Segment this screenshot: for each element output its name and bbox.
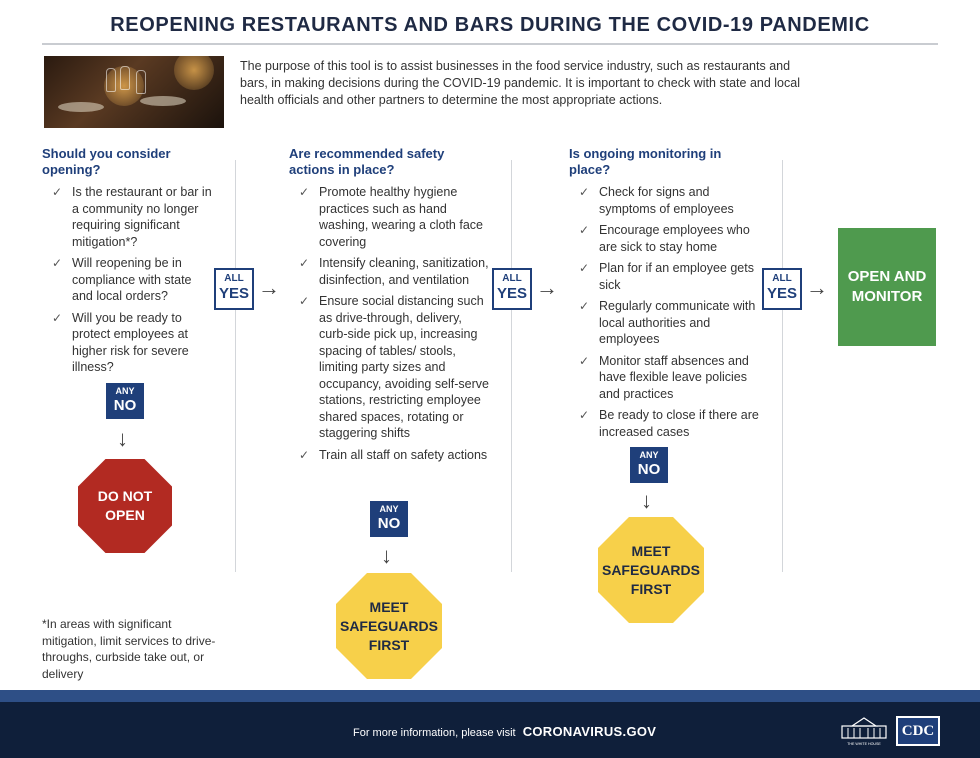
any-no-badge — [370, 501, 408, 537]
check-icon: ✓ — [579, 408, 590, 422]
check-icon: ✓ — [299, 447, 310, 462]
any-no-badge — [630, 447, 668, 483]
title-divider — [42, 43, 938, 45]
list-item-text: Intensify cleaning, sanitization, disinfection, and ventilation — [319, 256, 489, 287]
open-and-monitor-box — [838, 228, 936, 346]
down-arrow-icon: ↓ — [381, 543, 392, 568]
list-item — [42, 184, 212, 250]
all-label: ALL — [224, 273, 244, 284]
column-heading: Is ongoing monitoring in place? — [569, 146, 722, 177]
any-no-badge — [106, 383, 144, 419]
column-monitoring — [569, 146, 761, 445]
list-item-text: Will you be ready to protect employees at higher risk for severe illness? — [72, 310, 189, 374]
any-label: ANY — [379, 504, 399, 514]
yes-label: YES — [218, 285, 249, 302]
list-item-text: Be ready to close if there are increased cases — [599, 408, 759, 439]
cdc-logo: CDC — [896, 716, 940, 746]
footer — [0, 702, 980, 758]
all-label: ALL — [502, 273, 522, 284]
check-icon: ✓ — [299, 294, 310, 308]
column-divider — [235, 160, 236, 572]
footer-info-text: For more information, please visit — [353, 727, 516, 739]
coronavirus-gov-link[interactable]: CORONAVIRUS.GOV — [522, 724, 657, 739]
list-item-text: Will reopening be in compliance with state and local orders? — [72, 256, 192, 303]
list-item-text: Ensure social distancing such as drive-through, delivery, curb-side pick up, increasing spacing of tables/ stools, limiting party sizes and occupancy, avoiding self-serve stations, restricting employee shared spaces, rotating or staggering shifts — [319, 294, 489, 440]
check-icon: ✓ — [52, 185, 63, 199]
list-item — [569, 353, 761, 403]
list-item-text: Check for signs and symptoms of employees — [599, 185, 734, 216]
all-yes-badge — [762, 268, 802, 310]
do-not-open-sign — [78, 459, 172, 553]
list-item-text: Promote healthy hygiene practices such as hand washing, wearing a cloth face covering — [319, 185, 483, 249]
right-arrow-icon: → — [258, 275, 280, 300]
all-yes-badge — [492, 268, 532, 310]
list-item-text: Is the restaurant or bar in a community no longer requiring significant mitigation*? — [72, 185, 212, 249]
column-heading: Should you consider opening? — [42, 146, 171, 177]
footer-info — [353, 724, 656, 739]
list-item — [569, 260, 761, 293]
list-item-text: Regularly communicate with local authorities and employees — [599, 299, 756, 346]
intro-text: The purpose of this tool is to assist businesses in the food service industry, such as restaurants and bars, in making decisions during the COVID-19 pandemic. It is important to check with state and local health officials and other partners to determine the most appropriate actions. — [240, 59, 800, 107]
down-arrow-icon: ↓ — [641, 488, 652, 513]
check-icon: ✓ — [52, 310, 63, 325]
list-item — [289, 255, 489, 288]
check-icon: ✓ — [579, 299, 590, 313]
meet-safeguards-sign — [336, 573, 442, 679]
white-house-logo — [840, 714, 888, 746]
meet-safeguards-label: MEET SAFEGUARDS FIRST — [601, 542, 700, 597]
open-and-monitor-label: OPEN AND MONITOR — [847, 268, 927, 305]
list-item — [42, 310, 212, 376]
check-icon: ✓ — [579, 353, 590, 368]
list-item — [42, 255, 212, 305]
column-divider — [511, 160, 512, 572]
column-divider — [782, 160, 783, 572]
list-item-text: Encourage employees who are sick to stay home — [599, 223, 750, 254]
all-label: ALL — [772, 273, 792, 284]
restaurant-photo — [44, 56, 224, 128]
any-label: ANY — [115, 386, 135, 396]
page-title: REOPENING RESTAURANTS AND BARS DURING THE COVID-19 PANDEMIC — [110, 14, 870, 36]
do-not-open-label: DO NOT OPEN — [97, 488, 153, 523]
meet-safeguards-sign — [598, 517, 704, 623]
column-opening — [42, 146, 212, 381]
down-arrow-icon: ↓ — [117, 426, 128, 451]
footer-stripe — [0, 690, 980, 702]
column-safety-actions — [289, 146, 489, 468]
check-icon: ✓ — [299, 185, 310, 199]
check-icon: ✓ — [299, 256, 310, 270]
list-item-text: Plan for if an employee gets sick — [599, 261, 754, 292]
list-item — [569, 298, 761, 348]
list-item — [569, 184, 761, 217]
list-item — [289, 184, 489, 250]
list-item-text: Train all staff on safety actions — [319, 447, 488, 462]
right-arrow-icon: → — [806, 275, 828, 300]
meet-safeguards-label: MEET SAFEGUARDS FIRST — [339, 598, 438, 653]
checklist — [569, 184, 761, 440]
check-icon: ✓ — [579, 223, 590, 237]
no-label: NO — [113, 397, 137, 414]
list-item-text: Monitor staff absences and have flexible leave policies and practices — [599, 353, 749, 401]
no-label: NO — [377, 515, 401, 532]
check-icon: ✓ — [52, 256, 63, 270]
right-arrow-icon: → — [536, 275, 558, 300]
footnote: *In areas with significant mitigation, limit services to drive-throughs, curbside take out, or delivery — [42, 617, 216, 681]
any-label: ANY — [639, 450, 659, 460]
list-item — [289, 447, 489, 464]
yes-label: YES — [766, 285, 797, 302]
checklist — [289, 184, 489, 463]
checklist — [42, 184, 212, 376]
column-heading: Are recommended safety actions in place? — [289, 146, 445, 177]
list-item — [289, 293, 489, 442]
all-yes-badge — [214, 268, 254, 310]
yes-label: YES — [496, 285, 527, 302]
list-item — [569, 222, 761, 255]
white-house-caption: THE WHITE HOUSE — [847, 742, 881, 746]
list-item — [569, 407, 761, 440]
no-label: NO — [637, 461, 661, 478]
check-icon: ✓ — [579, 261, 590, 275]
check-icon: ✓ — [579, 185, 590, 199]
